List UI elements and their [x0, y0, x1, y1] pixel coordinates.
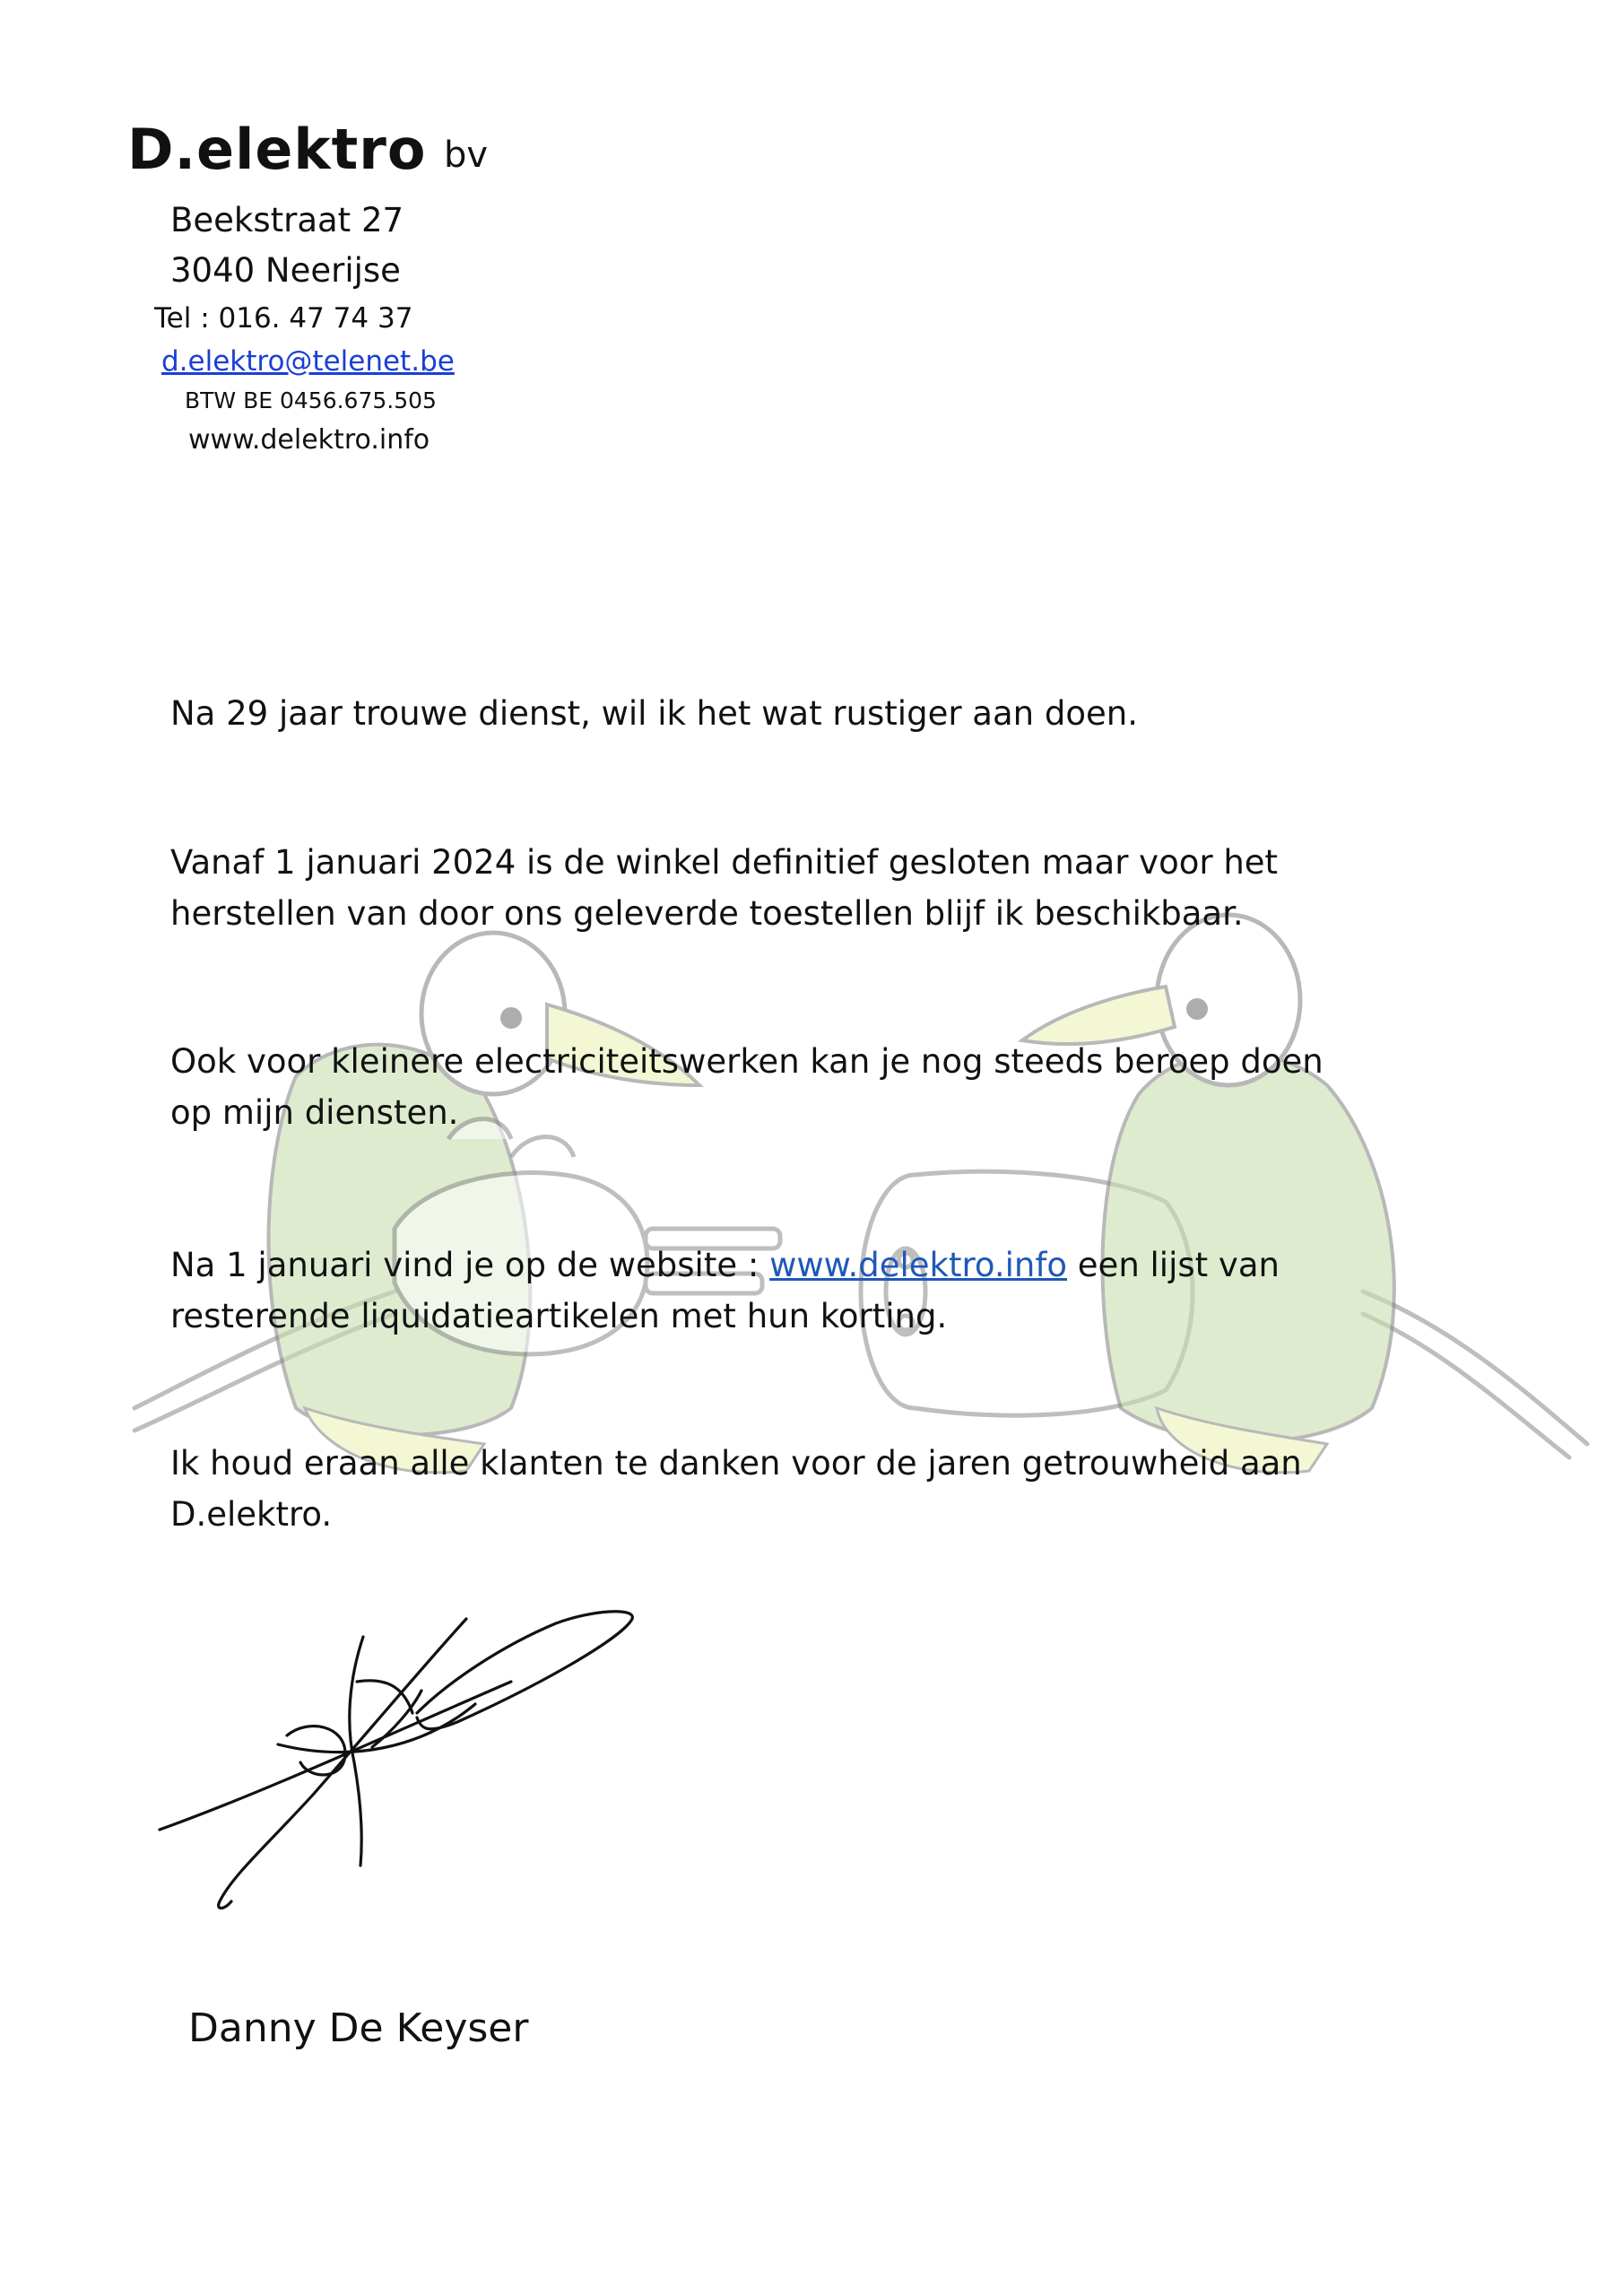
paragraph-line [170, 1239, 1426, 1291]
website-text: www.delektro.info [188, 424, 430, 456]
paragraph-line: Ik houd eraan alle klanten te danken voor de jaren getrouwheid aan [170, 1444, 1302, 1483]
company-legal-form: bv [444, 135, 489, 176]
paragraph-retirement [170, 688, 1426, 739]
address-street: Beekstraat 27 [170, 201, 404, 239]
paragraph-text: Na 29 jaar trouwe dienst, wil ik het wat rustiger aan doen. [170, 694, 1138, 733]
paragraph-line: op mijn diensten. [170, 1093, 459, 1132]
paragraph-thanks [170, 1438, 1426, 1540]
paragraph-liquidation [170, 1239, 1426, 1342]
address-city: 3040 Neerijse [170, 251, 401, 290]
website-link[interactable]: www.delektro.info [769, 1246, 1068, 1284]
paragraph-line: resterende liquidatieartikelen met hun korting. [170, 1297, 948, 1335]
signer-name: Danny De Keyser [188, 2005, 529, 2051]
paragraph-line: Ook voor kleinere electriciteitswerken kan je nog steeds beroep doen [170, 1042, 1324, 1081]
email-link[interactable]: d.elektro@telenet.be [161, 345, 455, 378]
handwritten-signature [152, 1596, 655, 1919]
paragraph-line: Vanaf 1 januari 2024 is de winkel definitief gesloten maar voor het [170, 843, 1279, 882]
paragraph-text: Na 1 januari vind je op de website : [170, 1246, 770, 1284]
birds-unplugging-illustration [126, 906, 1596, 1516]
paragraph-line: D.elektro. [170, 1495, 333, 1534]
letterhead [0, 0, 628, 466]
paragraph-small-works [170, 1036, 1426, 1138]
company-name: D.elektro [127, 117, 427, 182]
vat-number: BTW BE 0456.675.505 [185, 387, 437, 413]
phone-number: Tel : 016. 47 74 37 [154, 302, 413, 335]
paragraph-text: een lijst van [1067, 1246, 1280, 1284]
paragraph-line: herstellen van door ons geleverde toestellen blijf ik beschikbaar. [170, 894, 1244, 933]
paragraph-shop-closing [170, 837, 1426, 939]
